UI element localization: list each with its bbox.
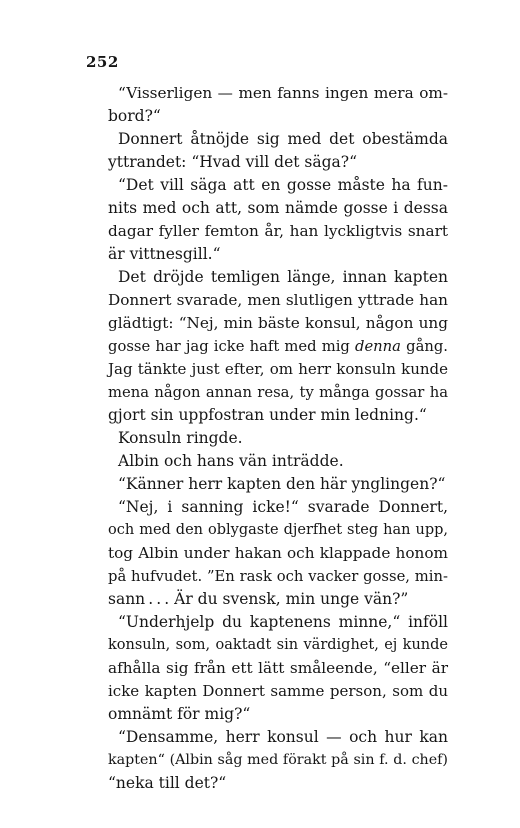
text-line: “Visserligen — men fanns ingen mera om- — [118, 84, 448, 102]
text-line: “Det vill säga att en gosse måste ha fun- — [118, 176, 448, 194]
text-line: gjort sin uppfostran under min ledning.“ — [108, 406, 427, 424]
text-line: omnämt för mig?“ — [108, 705, 251, 723]
text-line: dagar fyller femton år, han lyckligtvis snart — [108, 222, 448, 240]
text-line: och med den oblygaste djerfhet steg han upp, — [108, 522, 448, 538]
text-line: afhålla sig från ett lätt småleende, “eller är — [108, 659, 448, 677]
text-segment: gosse har jag icke haft med mig — [108, 338, 356, 355]
text-line: konsuln, som, oaktadt sin värdighet, ej kunde — [108, 637, 448, 653]
text-line: glädtigt: “Nej, min bäste konsul, någon ung — [108, 314, 448, 332]
text-segment: gång. — [400, 338, 448, 355]
page-number: 252 — [86, 53, 119, 71]
text-line — [108, 335, 448, 358]
text-line: tog Albin under hakan och klappade honom — [108, 544, 448, 562]
body-text — [108, 82, 448, 795]
text-line: Donnert svarade, men slutligen yttrade han — [108, 291, 448, 309]
text-line: “Nej, i sanning icke!“ svarade Donnert, — [118, 498, 448, 516]
italic-word: denna — [355, 338, 401, 355]
text-line: sann . . . Är du svensk, min unge vän?” — [108, 590, 409, 608]
text-line: Donnert åtnöjde sig med det obestämda — [118, 130, 448, 148]
text-line: yttrandet: “Hvad vill det säga?“ — [108, 153, 358, 171]
text-line: Jag tänkte just efter, om herr konsuln kunde — [108, 360, 448, 378]
text-line: “Känner herr kapten den här ynglingen?“ — [118, 475, 446, 493]
text-line: “Underhjelp du kaptenens minne,“ inföll — [118, 613, 448, 631]
text-line: nits med och att, som nämde gosse i dessa — [108, 199, 448, 217]
text-line: är vittnesgill.“ — [108, 245, 221, 263]
text-line: Det dröjde temligen länge, innan kapten — [118, 268, 448, 286]
text-line: Konsuln ringde. — [118, 429, 243, 447]
text-line: “Densamme, herr konsul — och hur kan — [118, 728, 448, 746]
text-line: mena någon annan resa, ty många gossar ha — [108, 384, 448, 401]
text-line: kapten“ (Albin såg med förakt på sin f. d. chef) — [108, 752, 448, 768]
text-line: bord?“ — [108, 107, 161, 125]
text-line: “neka till det?“ — [108, 774, 227, 792]
text-line: icke kapten Donnert samme person, som du — [108, 682, 448, 700]
text-line: Albin och hans vän inträdde. — [118, 452, 344, 470]
text-line: på hufvudet. ”En rask och vacker gosse, min- — [108, 568, 448, 585]
